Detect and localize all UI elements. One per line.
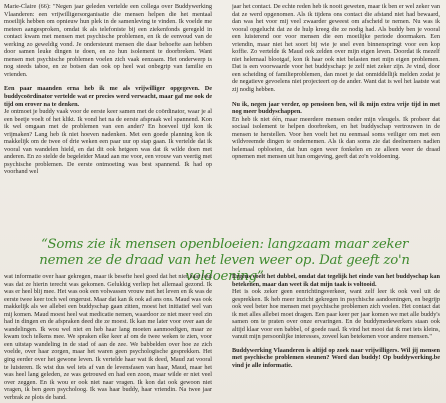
bold-paragraph: Nu ik, negen jaar verder, op pensioen ben, wil ik mijn extra vrije tijd in met nog meer buddyschappen. — [232, 100, 440, 116]
paragraph: Het is ook zeker geen eenrichtingsverkeer, want zelf leer ik ook veel uit de gesprekken. Ik heb meer inzicht gekregen in psychische aandoeningen, en begrijp ook veel beter hoe mensen met psychische problemen zich voelen. Het contact dat ik met alles allebei moet dragen. Een paar keer per jaar komen we met alle buddy's samen om te praten over onze ervaringen. En de buddymedewerkers staan ook altijd klaar voor een babbel, of goede raad. Ik vind het mooi dat ik met iets kleins, vanuit mijn persoonlijke interesses, zoveel kan betekenen voor andere mensen." — [232, 288, 440, 341]
article-column-1-bottom — [4, 273, 212, 403]
paragraph: jaar het contact. De echte reden heb ik nooit geweten, maar ik ben er wel zeker van dat ze werd opgenomen. Als ik tijdens ons contact die afstand niet had bewaard, dan was het voor mij veel zwaarder geweest om afscheid te nemen. Nu was ik vooral opgelucht dat ze de hulp kreeg die ze nodig had. Als buddy ben je vooral een luisterend oor voor mensen die een moeilijke periode doormaken. Een vriendin, maar niet het soort bij wie je snel even binnenspringt voor een kop koffie. Zo vertelde ik Maud ook zelden over mijn eigen leven. Doordat ik mezelf niet helemaal blootgaf, kon ik haar ook niet belasten met mijn eigen problemen. Dat is een voorwaarde voor het buddyschap: je zelf niet zeker zijn. Je vind, door een scheiding of familieproblemen, dan moet je dat onmiddellijk melden zodat je de negatieve gevoelens niet projecteert op de ander. Want dat is wel het laatste wat zij nodig hebben. — [232, 3, 440, 94]
bold-paragraph: Ergens voelt het dubbel, omdat dat tegelijk het einde van het buddyschap kan betekenen, maar dan weet ik dat mijn taak is voltooid. — [232, 273, 440, 288]
article-column-1-top — [4, 3, 212, 233]
article-column-2-top — [232, 3, 440, 233]
paragraph: En heb ik niet één, maar meerdere mensen onder mijn vleugels. Ik probeer dat sociaal isolement te helpen doorbreken, en het buddyschap vertrouwen in de mensen te herstellen. Voor hen voelt het nu eenmaal soms veiliger om met een wildvreemde dingen te ondernemen. Als ik dan soms zie dat deelnemers nadien helemaal opbloeien, dat hun ogen weer fonkelen en ze alleen weer de draad opnemen met mensen uit hun omgeving, geeft dat zo'n voldoening. — [232, 115, 440, 161]
bold-paragraph: Een paar maanden erna heb ik me als vrijwilliger opgegeven. De buddycoördinator vertelde wat er precies werd verwacht, maar gaf me ook de tijd om erover na te denken. — [4, 85, 212, 108]
pull-quote: “Soms zie ik mensen openbloeien: langzaam maar zeker nemen ze de draad van het leven weer op. Dat geeft zo'n voldoening” — [39, 237, 410, 284]
call-to-action: Buddywerking Vlaanderen is altijd op zoek naar vrijwilligers. Wil jij mensen met psychische problemen steunen? Word dan buddy! Op buddywerking.be vind je alle informatie. — [232, 346, 440, 370]
article-column-2-bottom — [232, 273, 440, 403]
paragraph: wat informatie over haar gekregen, maar ik besefte heel goed dat het niet haar fout was dat ze hierin terecht was gekomen. Gelukkig verliep het allemaal gezond. Ik was er heel blij mee. Het was ook een volwassen vrouw met het leven en ik was de eerste twee keer toch wel ongerust. Maar dat kan ik ook ad ans ons. Maud was ook makkelijk als we allebei een buddyschap gaan zitten, moest het initiatief wel van mij komen. Maud moest heel wat medicatie nemen, waardoor ze niet meer veel zin had in dingen en de afspraken deed die ze moest. Ik kan me later voor over aan de wandelingen. Ik wou wel niet en heb haar lang moeten aanmoedigen, maar ze kwam toch telkens mee. We spraken elke keer af om de twee weken te zien, voor een uitstap wandeling in de stad of aan de zee. We babbelden over hoe ze zich voelde, over haar zorgen, maar het waren geen psychologische gesprekken. Het ging eerder over het gewone leven. Ik vertelde haar wat ik deed, Maud zat vooral te luisteren. Ik wist dus wel iets af van de levensfasen van haar, Maud, maar het was heel lang geleden, ze was getrouwd en had een zoon, maar wilde er niet veel over zeggen. En ik wou er ook niet naar vragen. Ik kon dat ook gewoon niet vragen, ik ben geen psycholoog. Ik was haar buddy, haar vriendin. Na twee jaar verbrak ze plots de band. — [4, 273, 212, 401]
paragraph: Marie-Claire (66): "Negen jaar geleden vertelde een collega over Buddywerking Vlaanderen: een vrijwilligersorganisatie die mensen helpen die het mentaal moeilijk hebben om opnieuw hun plek in de samenleving te vinden. Ik voelde me meteen aangesproken, omdat ik als telefoniste bij een ziekenfonds geregeld in contact kwam met mensen met psychische problemen, en ik de eenvoud van de werking zo geweldig vond. Je ondersteunt mensen die daar behoefte aan hebben door samen leuke dingen te doen, en zo hun isolement te doorbreken. Want mensen met psychische problemen voelen zich vaak eenzaam. Het onderwerp is nog steeds taboe, en ze botsen dan ook op heel wat onbegrip van familie en vrienden. — [4, 3, 212, 78]
paragraph: Je ontmoet je buddy vaak voor de eerste keer samen met de coördinator, waar je al een beetje voelt of het klikt. Ik vond het na de eerste afspraak wel spannend. Kon ik wel omgaan met de problemen van een ander? En hoeveel tijd kon ik vrijmaken? Lang heb ik niet hoeven nadenken. Met een goede planning kon ik makkelijk om de twee of drie weken een paar uur op stap gaan. Ik vertelde dat ik vooral van wandelen hield, en dat dit ook hetgeen was dat ik wilde doen met anderen. En zo stelde de begeleider Maud aan me voor, een vrouw van veertig met psychische problemen. De eerste ontmoeting was best spannend. Ik had op voorhand wel — [4, 108, 212, 176]
